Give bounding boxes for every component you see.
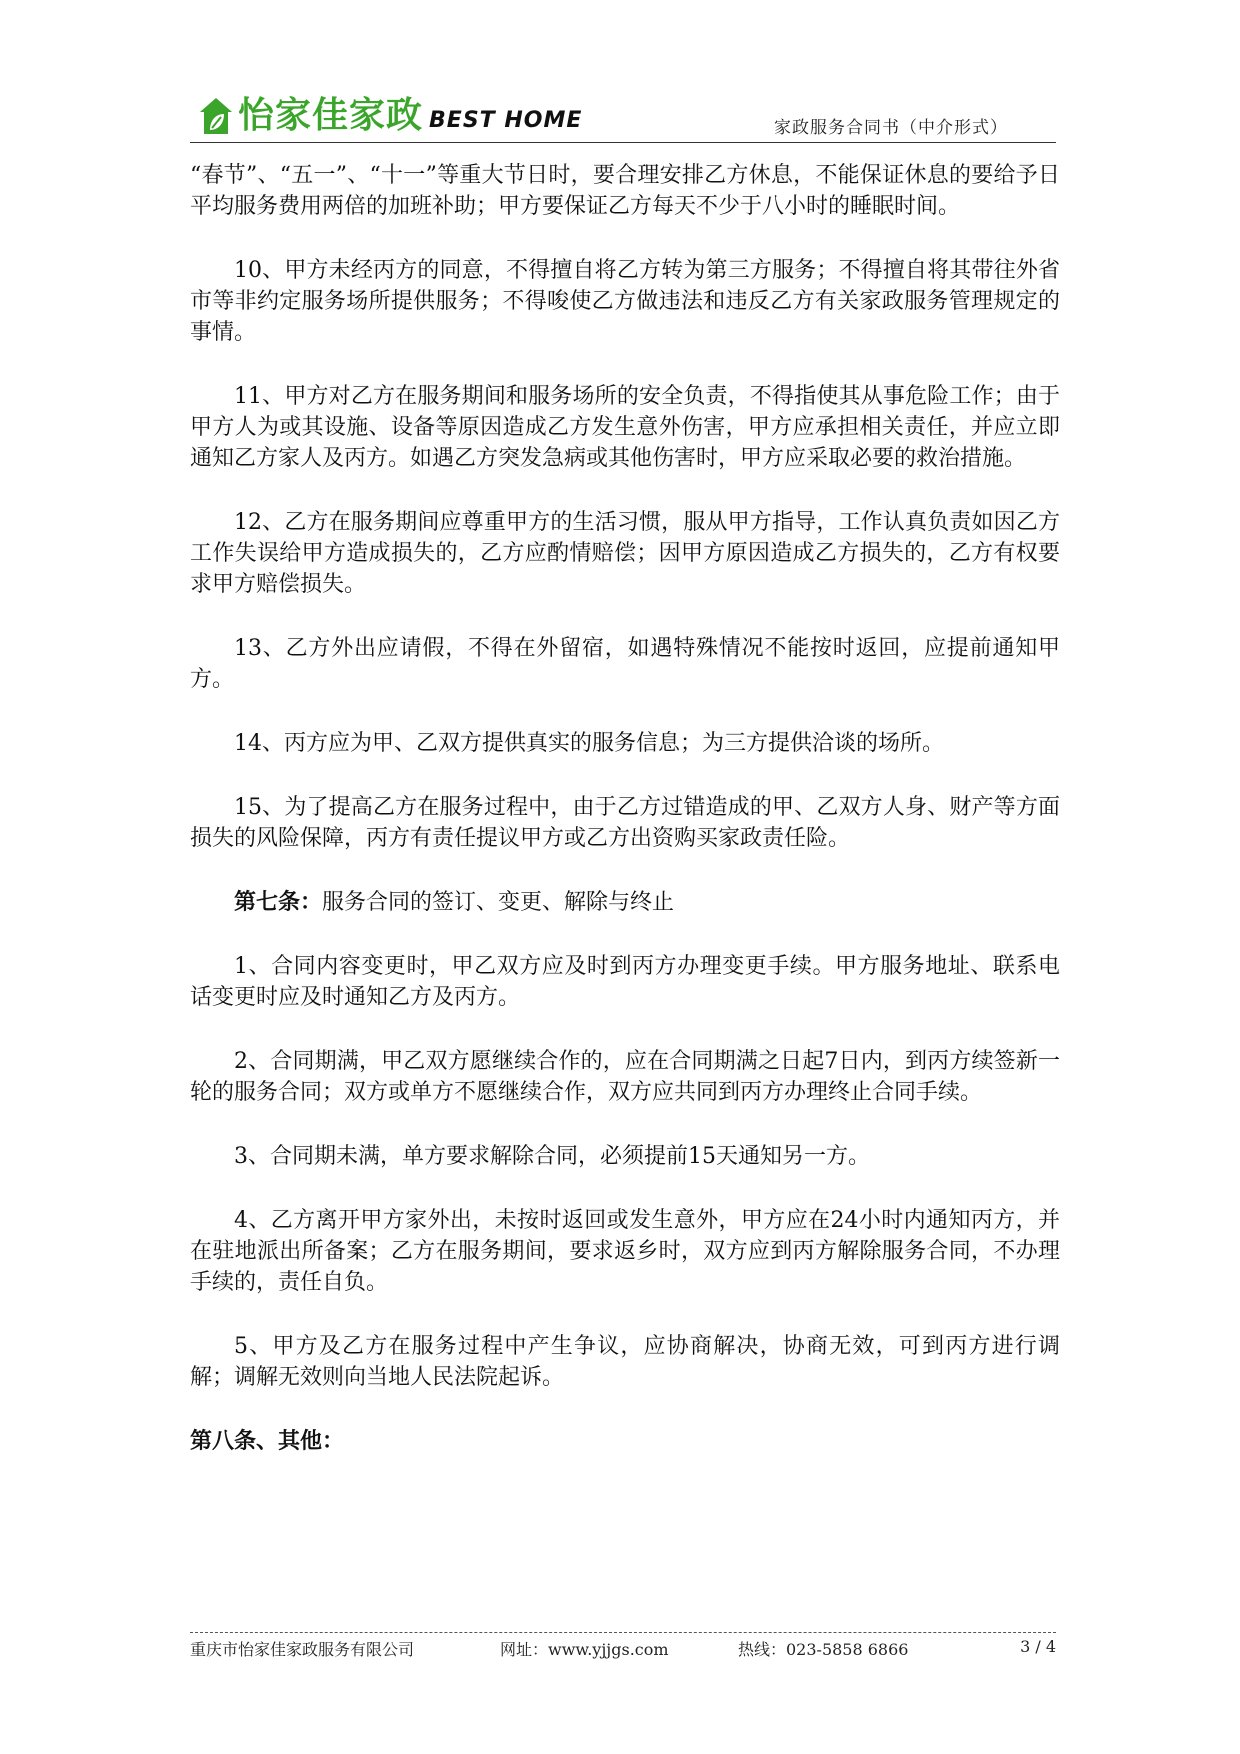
page-content xyxy=(190,160,1060,1490)
clause-14: 14、丙方应为甲、乙双方提供真实的服务信息；为三方提供洽谈的场所。 xyxy=(234,731,944,756)
article-7-item-1: 1、合同内容变更时，甲乙双方应及时到丙方办理变更手续。甲方服务地址、联系电话变更时应及时通知乙方及丙方。 xyxy=(190,954,1060,1010)
paragraph-continued: “春节”、“五一”、“十一”等重大节日时，要合理安排乙方休息，不能保证休息的要给予日平均服务费用两倍的加班补助；甲方要保证乙方每天不少于八小时的睡眠时间。 xyxy=(190,163,1060,219)
footer-hotline: 热线：023-5858 6866 xyxy=(738,1640,909,1659)
page-footer xyxy=(190,1632,1056,1660)
clause-13: 13、乙方外出应请假，不得在外留宿，如遇特殊情况不能按时返回，应提前通知甲方。 xyxy=(190,636,1060,692)
company-logo xyxy=(198,92,582,136)
clause-11: 11、甲方对乙方在服务期间和服务场所的安全负责，不得指使其从事危险工作；由于甲方人为或其设施、设备等原因造成乙方发生意外伤害，甲方应承担相关责任，并应立即通知乙方家人及丙方。如遇乙方突发急病或其他伤害时，甲方应采取必要的救治措施。 xyxy=(190,384,1060,471)
article-7-heading xyxy=(190,887,1060,918)
document-title: 家政服务合同书（中介形式） xyxy=(774,118,1008,138)
article-7-item-2: 2、合同期满，甲乙双方愿继续合作的，应在合同期满之日起7日内，到丙方续签新一轮的服务合同；双方或单方不愿继续合作，双方应共同到丙方办理终止合同手续。 xyxy=(190,1049,1060,1105)
page-header xyxy=(190,86,1056,143)
article-7-item-3: 3、合同期未满，单方要求解除合同，必须提前15天通知另一方。 xyxy=(234,1144,870,1169)
clause-15: 15、为了提高乙方在服务过程中，由于乙方过错造成的甲、乙双方人身、财产等方面损失的风险保障，丙方有责任提议甲方或乙方出资购买家政责任险。 xyxy=(190,795,1060,851)
article-7-item-5: 5、甲方及乙方在服务过程中产生争议，应协商解决，协商无效，可到丙方进行调解；调解无效则向当地人民法院起诉。 xyxy=(190,1334,1060,1390)
house-leaf-icon xyxy=(198,96,234,136)
clause-10: 10、甲方未经丙方的同意，不得擅自将乙方转为第三方服务；不得擅自将其带往外省市等非约定服务场所提供服务；不得唆使乙方做违法和违反乙方有关家政服务管理规定的事情。 xyxy=(190,258,1060,345)
footer-company: 重庆市怡家佳家政服务有限公司 xyxy=(190,1640,415,1659)
clause-12: 12、乙方在服务期间应尊重甲方的生活习惯，服从甲方指导，工作认真负责如因乙方工作失误给甲方造成损失的，乙方应酌情赔偿；因甲方原因造成乙方损失的，乙方有权要求甲方赔偿损失。 xyxy=(190,510,1060,597)
logo-english-text: BEST HOME xyxy=(429,108,583,133)
article-7-label: 第七条： xyxy=(234,889,323,915)
footer-website: 网址：www.yjjgs.com xyxy=(500,1640,669,1659)
article-7-title: 服务合同的签订、变更、解除与终止 xyxy=(322,890,675,915)
logo-chinese-text: 怡家佳家政 xyxy=(238,95,424,136)
article-8-heading: 第八条、其他： xyxy=(190,1428,345,1454)
page-number: 3 / 4 xyxy=(1020,1637,1056,1656)
article-7-item-4: 4、乙方离开甲方家外出，未按时返回或发生意外，甲方应在24小时内通知丙方，并在驻地派出所备案；乙方在服务期间，要求返乡时，双方应到丙方解除服务合同，不办理手续的，责任自负。 xyxy=(190,1208,1060,1295)
